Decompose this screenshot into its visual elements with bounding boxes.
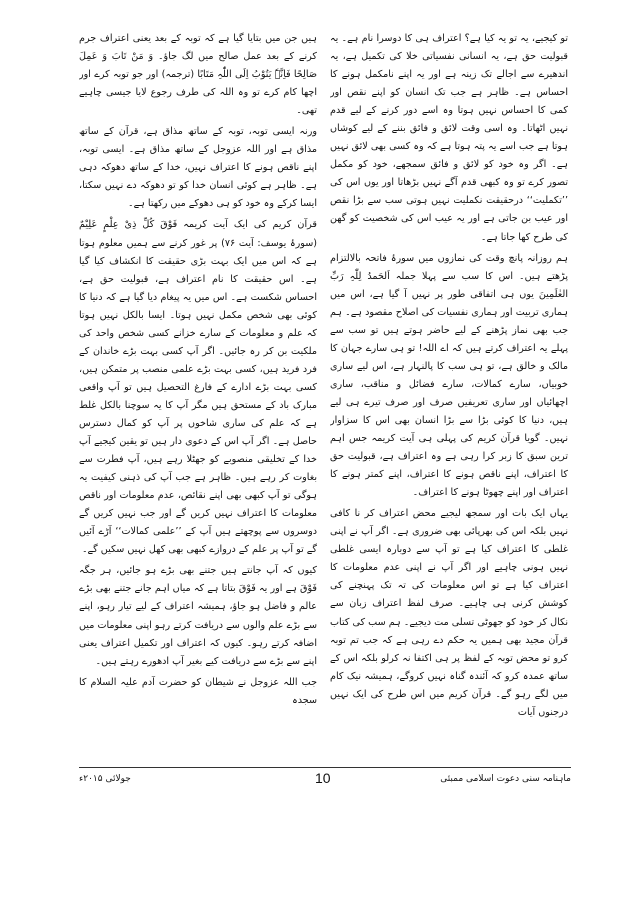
left-paragraph-2: ورنہ ایسی توبہ، توبہ کے ساتھ مذاق ہے، قرآن کے ساتھ مذاق ہے اور اللہ عزوجل کے ساتھ مذاق ہے۔ ایسی توبہ، اپنے ناقص ہونے کا اعتراف نہیں، خدا کے ساتھ دھوکہ دہی ہے۔ ظاہر ہے کوئی انسان خدا کو تو دھوکہ دے نہیں سکتا، ایسا کرکے وہ خود کو ہی دھوکے میں رکھتا ہے۔ <box>79 126 317 210</box>
right-paragraph-3: یہاں ایک بات اور سمجھ لیجیے محض اعتراف کر نا کافی نہیں بلکہ اس کی بھرپائی بھی ضروری ہے۔ اگر آپ نے اپنی غلطی کا اعتراف کیا ہے تو آپ سے دوبارہ ایسی غلطی نہیں ہونی چاہیے اور اگر آپ نے اپنی عدم معلومات کا اعتراف کیا ہے تو اس معلومات کی تہ تک پہنچنے کی کوشش کرنی ہی چاہیے۔ صرف لفظ اعتراف زبان سے نکال کر خود کو جھوٹی تسلی مت دیجیے۔ ہم سب کی کتاب قرآن مجید بھی ہمیں یہ حکم دے رہی ہے کہ جب تم توبہ کرو تو محض توبہ کے لفظ پر ہی اکتفا نہ کرلو بلکہ اس کے ساتھ عمدہ کرو کہ آئندہ گناہ نہیں کروگے، ہمیشہ نیک کام میں لگے رہو گے۔ قرآن کریم میں اس طرح کی ایک نہیں درجنوں آیات <box>330 508 568 718</box>
right-column <box>330 30 568 752</box>
left-column <box>79 30 317 752</box>
left-paragraph-1: ہیں جن میں بتایا گیا ہے کہ توبہ کے بعد یعنی اعتراف جرم کرنے کے بعد عمل صالح میں لگ جاؤ۔ وَ مَنْ تَابَ وَ عَمِلَ صَالِحًا فَاِنَّہٗ یَتُوْبُ اِلَی اللّٰہِ مَتَابًا (ترجمہ) اور جو توبہ کرے اور اچھا کام کرے تو وہ اللہ کی طرف رجوع لایا جیسی چاہیے تھی۔ <box>79 33 317 117</box>
left-paragraph-4: کیوں کہ آپ جانتے ہیں جتنے بھی بڑے ہو جائیں، ہر جگہ فَوْقَ ہے اور یہ فَوْقَ بتاتا ہے کہ میاں اہم جانے جتنے بھی بڑے عالم و فاضل ہو جاؤ، ہمیشہ اعتراف کے لیے تیار رہو، اپنے سے بڑے علم والوں سے دریافت کرتے رہو اپنی معلومات میں اضافہ کرتے رہو۔ کیوں کہ اعتراف اور تکمیل اعتراف یعنی اپنے سے بڑے سے دریافت کیے بغیر آپ ادھورے رہتے ہیں۔ <box>79 565 317 667</box>
right-paragraph-1: تو کیجیے، یہ تو یہ کیا ہے؟ اعتراف ہی کا دوسرا نام ہے۔ یہ قبولیت حق ہے، یہ انسانی نفسیاتی خلا کی تکمیل ہے، یہ اندھیرے سے اجالے تک زینہ ہے اور یہ اپنے نامکمل ہونے کا احساس ہے۔ ظاہر ہے جب تک انسان کو اپنے نقص اور کمی کا احساس نہیں ہوتا وہ اسے دور کرنے کے لیے قدم نہیں اٹھاتا۔ وہ اسی وقت لائق و فائق بننے کے لیے کوشاں ہوتا ہے جب اسے یہ پتہ ہوتا ہے کہ وہ کسی بھی لائق نہیں ہے۔ اگر وہ خود کو لائق و فائق سمجھے، خود کو مکمل تصور کرے تو وہ کبھی قدم آگے نہیں بڑھاتا اور یوں اس کی ’’تکملیت‘‘ درحقیقت نکملیت نہیں ہوتی سب سے بڑا نقص اور عیب بن جاتی ہے اور یہ عیب اس کی شخصیت کو گھن کی طرح کھا جاتا ہے۔ <box>330 33 568 243</box>
page-footer <box>79 770 571 790</box>
right-paragraph-2: ہم روزانہ پانچ وقت کی نمازوں میں سورۂ فاتحہ بالالتزام پڑھتے ہیں۔ اس کا سب سے پہلا جملہ اَلحَمدُ لِلّٰہِ رَبِّ العٰلَمِینَ یوں ہی اتفاقی طور پر نہیں آ گیا ہے، اس میں ہماری تربیت اور ہماری نفسیات کی اصلاح مقصود ہے۔ ہم جب بھی نماز پڑھنے کے لیے حاضر ہوتے ہیں تو سب سے پہلے یہ اعتراف کرتے ہیں کہ اے اللہ! تو ہی سارے جہان کا مالک و خالق ہے، تو ہی سب کا پالنہار ہے، اس لیے ساری خوبیاں، سارے کمالات، سارے فضائل و مناقب، ساری اچھائیاں اور ساری تعریفیں صرف اور صرف تیرے ہی لیے ہیں، دنیا کا کوئی بڑا سے بڑا انسان بھی اس کا سزاوار نہیں۔ گویا قرآن کریم کی پہلی ہی آیت کریمہ جس اہم ترین سبق کا زبر کرا رہی ہے وہ اعتراف ہے، قبولیت حق کا اعتراف، اپنے ناقص ہونے کا اعتراف، اپنے کمتر ہونے کا اعتراف اور اپنے چھوٹا ہونے کا اعتراف۔ <box>330 252 568 499</box>
left-paragraph-5: جب اللہ عزوجل نے شیطان کو حضرت آدم علیہ السلام کا سجدہ <box>79 676 317 706</box>
page-number: 10 <box>315 770 331 786</box>
left-paragraph-3: قرآن کریم کی ایک آیت کریمہ فَوْقَ کُلِّ ذِیْ عِلْمٍ عَلِیْمٌ (سورۂ یوسف: آیت ۷۶) پر غور کرنے سے ہمیں معلوم ہوتا ہے کہ اس میں ایک بہت بڑی حقیقت کا انکشاف کیا گیا ہے۔ اس حقیقت کا نام اعتراف ہے، قبولیت حق ہے، احساس شکست ہے۔ اس میں یہ پیغام دیا گیا ہے کہ دنیا کا کوئی بھی شخص مکمل نہیں ہوتا۔ ایسا بالکل نہیں ہوتا کہ علم و معلومات کے سارے خزانے کسی شخص واحد کی ملکیت بن کر رہ جائیں۔ اگر آپ کسی بہت بڑے خاندان کے فرد فرید ہیں، کسی بہت بڑے علمی منصب پر متمکن ہیں، کسی بہت بڑے ادارے کے فارغ التحصیل ہیں تو آپ واقعی مبارک باد کے مستحق ہیں مگر آپ کا یہ سوچنا بالکل غلط ہے کہ علم کی ساری شاخوں پر آپ کو کمال دسترس حاصل ہے۔ اگر آپ اس کے دعوی دار ہیں تو یقین کیجیے آپ خدا کے تخلیقی منصوبے کو جھٹلا رہے ہیں، آپ فطرت سے بغاوت کر رہے ہیں۔ ظاہر ہے جب آپ کی ذہنی کیفیت یہ ہوگی تو آپ کبھی بھی اپنے نقائص، عدم معلومات اور ناقص معلومات کا اعتراف نہیں کریں گے اور جب نہیں کریں گے دوسروں سے پوچھتے ہیں آپ کے ’’علمی کمالات‘‘ آڑے آئیں گے تو آپ پر علم کے دروازے کبھی بھی کھل نہیں سکیں گے۔ <box>79 219 317 556</box>
footer-divider <box>79 767 571 768</box>
magazine-name: ماہنامہ سنی دعوت اسلامی ممبئی <box>440 774 571 784</box>
issue-date: جولائی ۲۰۱۵ء <box>79 774 131 784</box>
